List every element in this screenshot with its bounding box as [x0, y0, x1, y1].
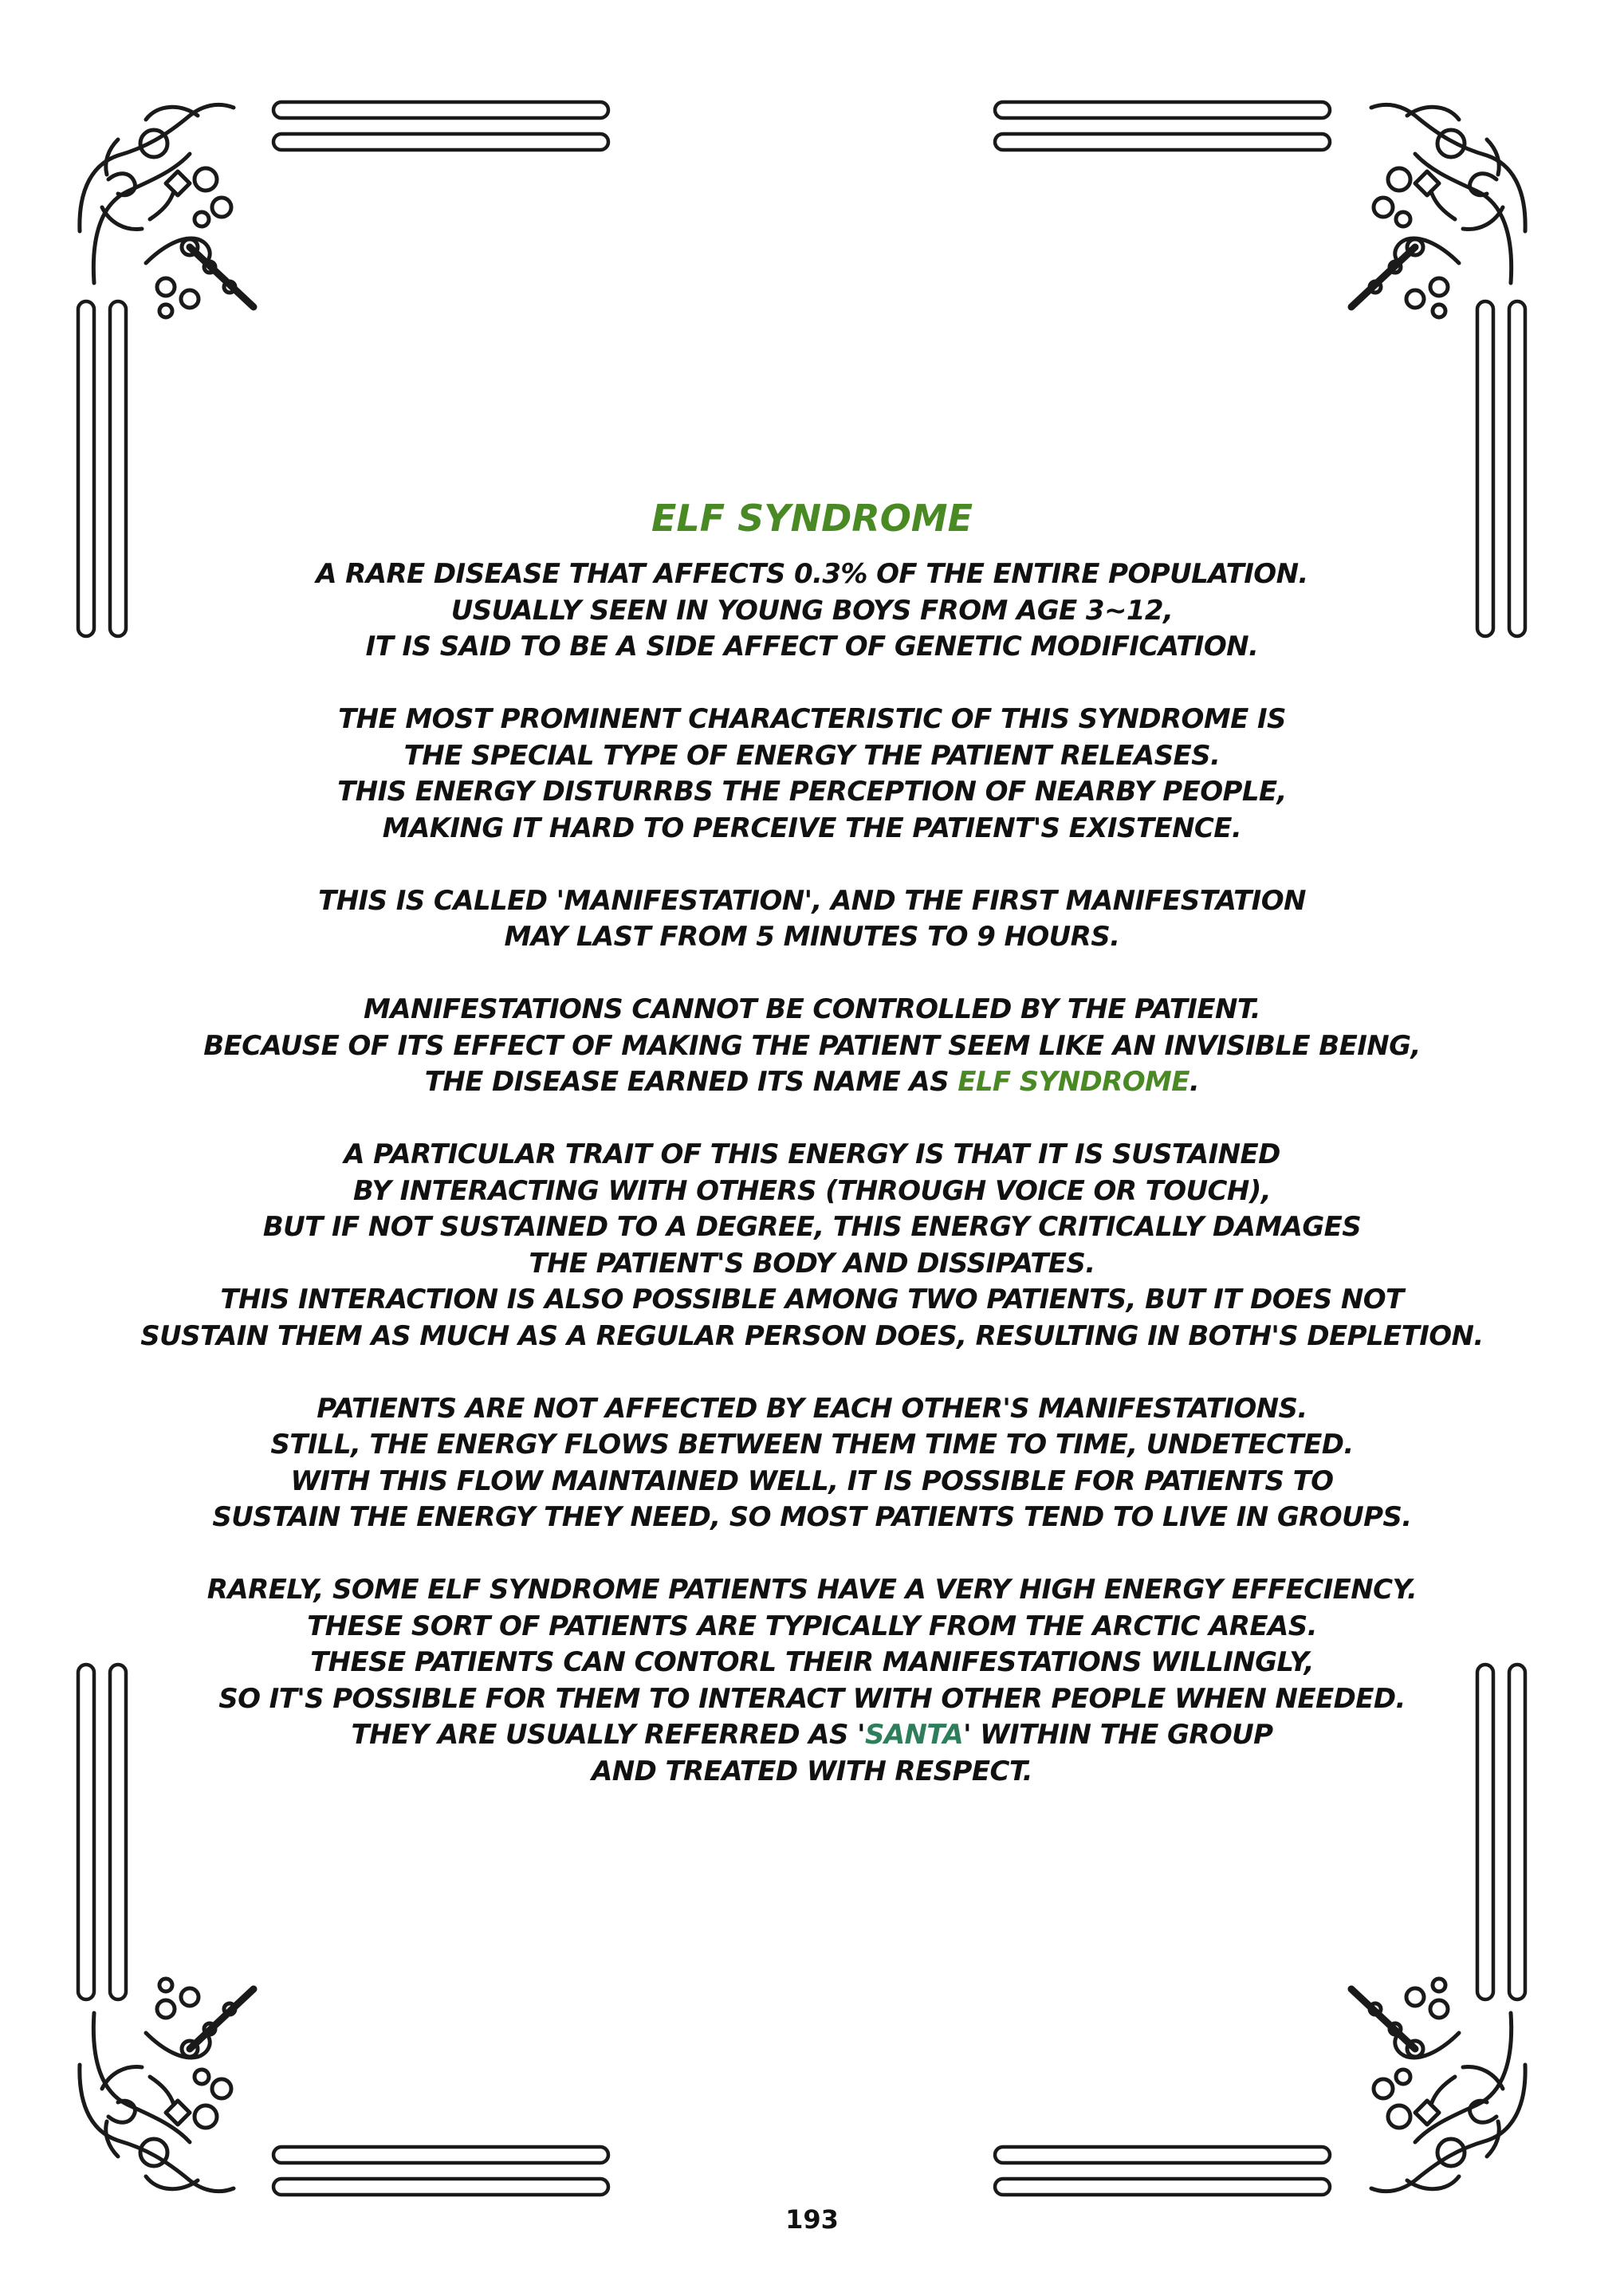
text-line	[128, 1064, 1496, 1101]
text-segment: .	[1189, 1066, 1200, 1098]
paragraph-3	[128, 883, 1496, 956]
text-line: THE SPECIAL TYPE OF ENERGY THE PATIENT RELEASES.	[403, 739, 1221, 772]
article-body	[128, 486, 1496, 1826]
paragraph-2	[128, 702, 1496, 847]
paragraph-6	[128, 1391, 1496, 1536]
text-line: THIS INTERACTION IS ALSO POSSIBLE AMONG TWO PATIENTS, BUT IT DOES NOT	[220, 1284, 1404, 1315]
text-line: BUT IF NOT SUSTAINED TO A DEGREE, THIS ENERGY CRITICALLY DAMAGES	[262, 1211, 1362, 1243]
text-line: SUSTAIN THEM AS MUCH AS A REGULAR PERSON DOES, RESULTING IN BOTH'S DEPLETION.	[140, 1319, 1484, 1352]
text-line: THE MOST PROMINENT CHARACTERISTIC OF THIS SYNDROME IS	[338, 703, 1286, 735]
text-segment: THE DISEASE EARNED ITS NAME AS	[424, 1066, 958, 1098]
rail-bottom-left	[271, 2141, 614, 2204]
text-line: RARELY, SOME ELF SYNDROME PATIENTS HAVE A VERY HIGH ENERGY EFFECIENCY.	[206, 1574, 1418, 1606]
text-line: WITH THIS FLOW MAINTAINED WELL, IT IS POSSIBLE FOR PATIENTS TO	[290, 1464, 1334, 1497]
text-line: SO IT'S POSSIBLE FOR THEM TO INTERACT WITH OTHER PEOPLE WHEN NEEDED.	[218, 1682, 1406, 1715]
text-line: USUALLY SEEN IN YOUNG BOYS FROM AGE 3~12,	[450, 594, 1174, 627]
text-line: THESE PATIENTS CAN CONTORL THEIR MANIFESTATIONS WILLINGLY,	[310, 1646, 1314, 1678]
text-line: THIS ENERGY DISTURRBS THE PERCEPTION OF NEARBY PEOPLE,	[337, 776, 1287, 808]
elf-syndrome-highlight: ELF SYNDROME	[957, 1066, 1189, 1098]
text-line: A RARE DISEASE THAT AFFECTS 0.3% OF THE ENTIRE POPULATION.	[316, 558, 1308, 590]
rail-bottom-right	[993, 2141, 1335, 2204]
page-title: ELF SYNDROME	[651, 497, 973, 540]
text-line: MANIFESTATIONS CANNOT BE CONTROLLED BY THE PATIENT.	[364, 993, 1260, 1025]
santa-highlight: SANTA	[864, 1719, 964, 1751]
paragraph-1	[128, 556, 1496, 666]
text-line: MAKING IT HARD TO PERCEIVE THE PATIENT'S EXISTENCE.	[382, 812, 1242, 844]
rail-left-lower	[72, 1662, 136, 2005]
text-line: THE PATIENT'S BODY AND DISSIPATES.	[529, 1247, 1095, 1280]
page-number: 193	[785, 2204, 839, 2235]
text-line: BY INTERACTING WITH OTHERS (THROUGH VOICE OR TOUCH),	[352, 1174, 1272, 1207]
text-segment: ' WITHIN THE GROUP	[963, 1719, 1273, 1751]
paragraph-4	[128, 992, 1496, 1101]
text-line: SUSTAIN THE ENERGY THEY NEED, SO MOST PATIENTS TEND TO LIVE IN GROUPS.	[212, 1501, 1412, 1533]
text-line: THIS IS CALLED 'MANIFESTATION', AND THE FIRST MANIFESTATION	[318, 884, 1306, 917]
text-line: MAY LAST FROM 5 MINUTES TO 9 HOURS.	[504, 921, 1120, 953]
text-line: IT IS SAID TO BE A SIDE AFFECT OF GENETIC MODIFICATION.	[365, 631, 1259, 662]
text-line: STILL, THE ENERGY FLOWS BETWEEN THEM TIME TO TIME, UNDETECTED.	[270, 1429, 1354, 1461]
paragraph-7	[128, 1572, 1496, 1790]
rail-left-upper	[72, 299, 136, 642]
text-line: THESE SORT OF PATIENTS ARE TYPICALLY FROM THE ARCTIC AREAS.	[307, 1610, 1317, 1642]
text-line: A PARTICULAR TRAIT OF THIS ENERGY IS THAT IT IS SUSTAINED	[344, 1138, 1280, 1170]
text-segment: THEY ARE USUALLY REFERRED AS '	[351, 1719, 865, 1751]
rail-top-left	[271, 96, 614, 159]
paragraph-5	[128, 1137, 1496, 1354]
text-line	[128, 1717, 1496, 1754]
rail-top-right	[993, 96, 1335, 159]
text-line: AND TREATED WITH RESPECT.	[592, 1755, 1032, 1787]
text-line: PATIENTS ARE NOT AFFECTED BY EACH OTHER'S MANIFESTATIONS.	[317, 1392, 1307, 1425]
text-line: BECAUSE OF ITS EFFECT OF MAKING THE PATIENT SEEM LIKE AN INVISIBLE BEING,	[203, 1029, 1421, 1062]
